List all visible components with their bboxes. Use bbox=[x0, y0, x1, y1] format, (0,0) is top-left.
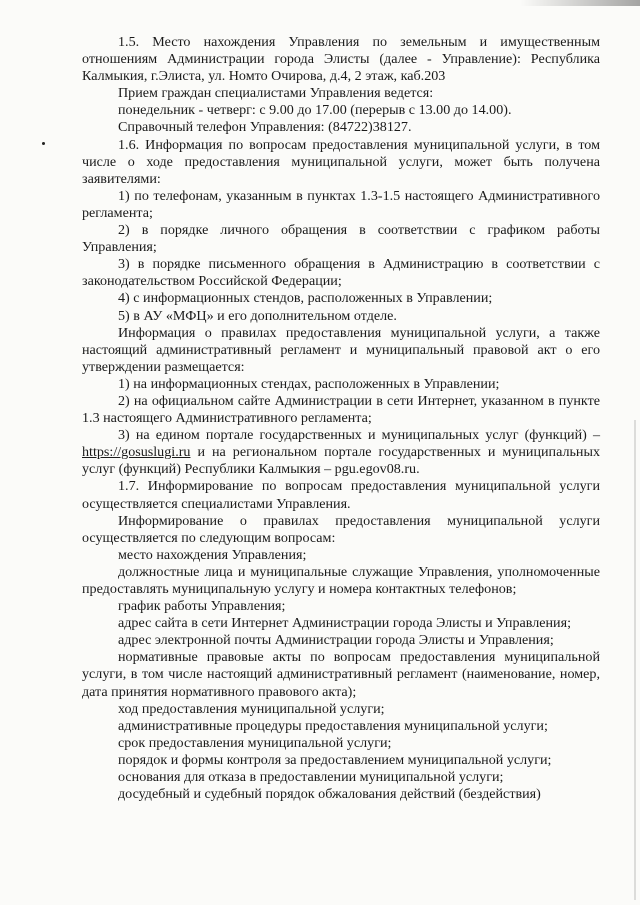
paragraph-schedule: понедельник - четверг: с 9.00 до 17.00 (перерыв с 13.00 до 14.00). bbox=[118, 102, 512, 119]
list-item-personal: 2) в порядке личного обращения в соответствии с графиком работы Управления; bbox=[82, 222, 600, 256]
topic-refusal-grounds: основания для отказа в предоставлении муниципальной услуги; bbox=[118, 769, 504, 786]
topic-control: порядок и формы контроля за предоставлением муниципальной услуги; bbox=[118, 751, 552, 768]
list-item-official-site: 2) на официальном сайте Администрации в сети Интернет, указанном в пункте 1.3 настоящего Административного регламента; bbox=[82, 392, 600, 427]
portal-text-after: и на региональном портале государственных и муниципальных услуг (функций) Республики Калмыкия – pgu.egov08.ru. bbox=[82, 444, 600, 478]
topic-location: место нахождения Управления; bbox=[118, 546, 307, 563]
topic-appeal: досудебный и судебный порядок обжалования действий (бездействия) bbox=[118, 786, 541, 803]
topic-website: адрес сайта в сети Интернет Администрации города Элисты и Управления; bbox=[118, 615, 571, 632]
topic-officials: должностные лица и муниципальные служащие Управления, уполномоченные предоставлять муниципальную услугу и номера контактных телефонов; bbox=[82, 563, 600, 597]
document-page bbox=[82, 34, 600, 803]
paragraph-1-5: 1.5. Место нахождения Управления по земельным и имущественным отношениям Администрации города Элисты (далее - Управление): Республика Калмыкия, г.Элиста, ул. Номто Очирова, д.4, 2 этаж, каб.203 bbox=[82, 34, 600, 85]
list-item-written: 3) в порядке письменного обращения в Администрацию в соответствии с законодательством Российской Федерации; bbox=[82, 256, 600, 290]
scan-artifact-edge bbox=[634, 420, 636, 900]
topic-work-schedule: график работы Управления; bbox=[118, 598, 286, 615]
paragraph-phone: Справочный телефон Управления: (84722)38127. bbox=[118, 119, 412, 136]
topic-legal-acts: нормативные правовые акты по вопросам предоставления муниципальной услуги, в том числе настоящий административный регламент (наименование, номер, дата принятия нормативного правового акта); bbox=[82, 649, 600, 700]
paragraph-informing-topics: Информирование о правилах предоставления муниципальной услуги осуществляется по следующим вопросам: bbox=[82, 512, 600, 546]
paragraph-reception: Прием граждан специалистами Управления ведется: bbox=[118, 85, 434, 102]
gosuslugi-link[interactable]: https://gosuslugi.ru bbox=[82, 444, 191, 461]
portal-text-before: 3) на едином портале государственных и муниципальных услуг (функций) – bbox=[118, 427, 600, 444]
scan-artifact-top bbox=[520, 0, 640, 6]
paragraph-rules-info: Информация о правилах предоставления муниципальной услуги, а также настоящий административный регламент и муниципальный правовой акт о его утверждении размещается: bbox=[82, 324, 600, 375]
topic-email: адрес электронной почты Администрации города Элисты и Управления; bbox=[118, 632, 554, 649]
topic-procedures: административные процедуры предоставления муниципальной услуги; bbox=[118, 717, 548, 734]
scan-artifact-dot bbox=[42, 142, 45, 145]
paragraph-1-7: 1.7. Информирование по вопросам предоставления муниципальной услуги осуществляется специалистами Управления. bbox=[82, 478, 600, 512]
list-item-portal bbox=[82, 427, 600, 478]
paragraph-1-6: 1.6. Информация по вопросам предоставления муниципальной услуги, в том числе о ходе предоставления муниципальной услуги, может быть получена заявителями: bbox=[82, 136, 600, 187]
list-item-stands: 4) с информационных стендов, расположенных в Управлении; bbox=[118, 290, 493, 307]
list-item-info-stands: 1) на информационных стендах, расположенных в Управлении; bbox=[118, 375, 500, 392]
topic-progress: ход предоставления муниципальной услуги; bbox=[118, 700, 385, 717]
list-item-mfc: 5) в АУ «МФЦ» и его дополнительном отделе. bbox=[118, 307, 397, 324]
topic-term: срок предоставления муниципальной услуги; bbox=[118, 734, 392, 751]
list-item-phones: 1) по телефонам, указанным в пунктах 1.3-1.5 настоящего Административного регламента; bbox=[82, 187, 600, 221]
